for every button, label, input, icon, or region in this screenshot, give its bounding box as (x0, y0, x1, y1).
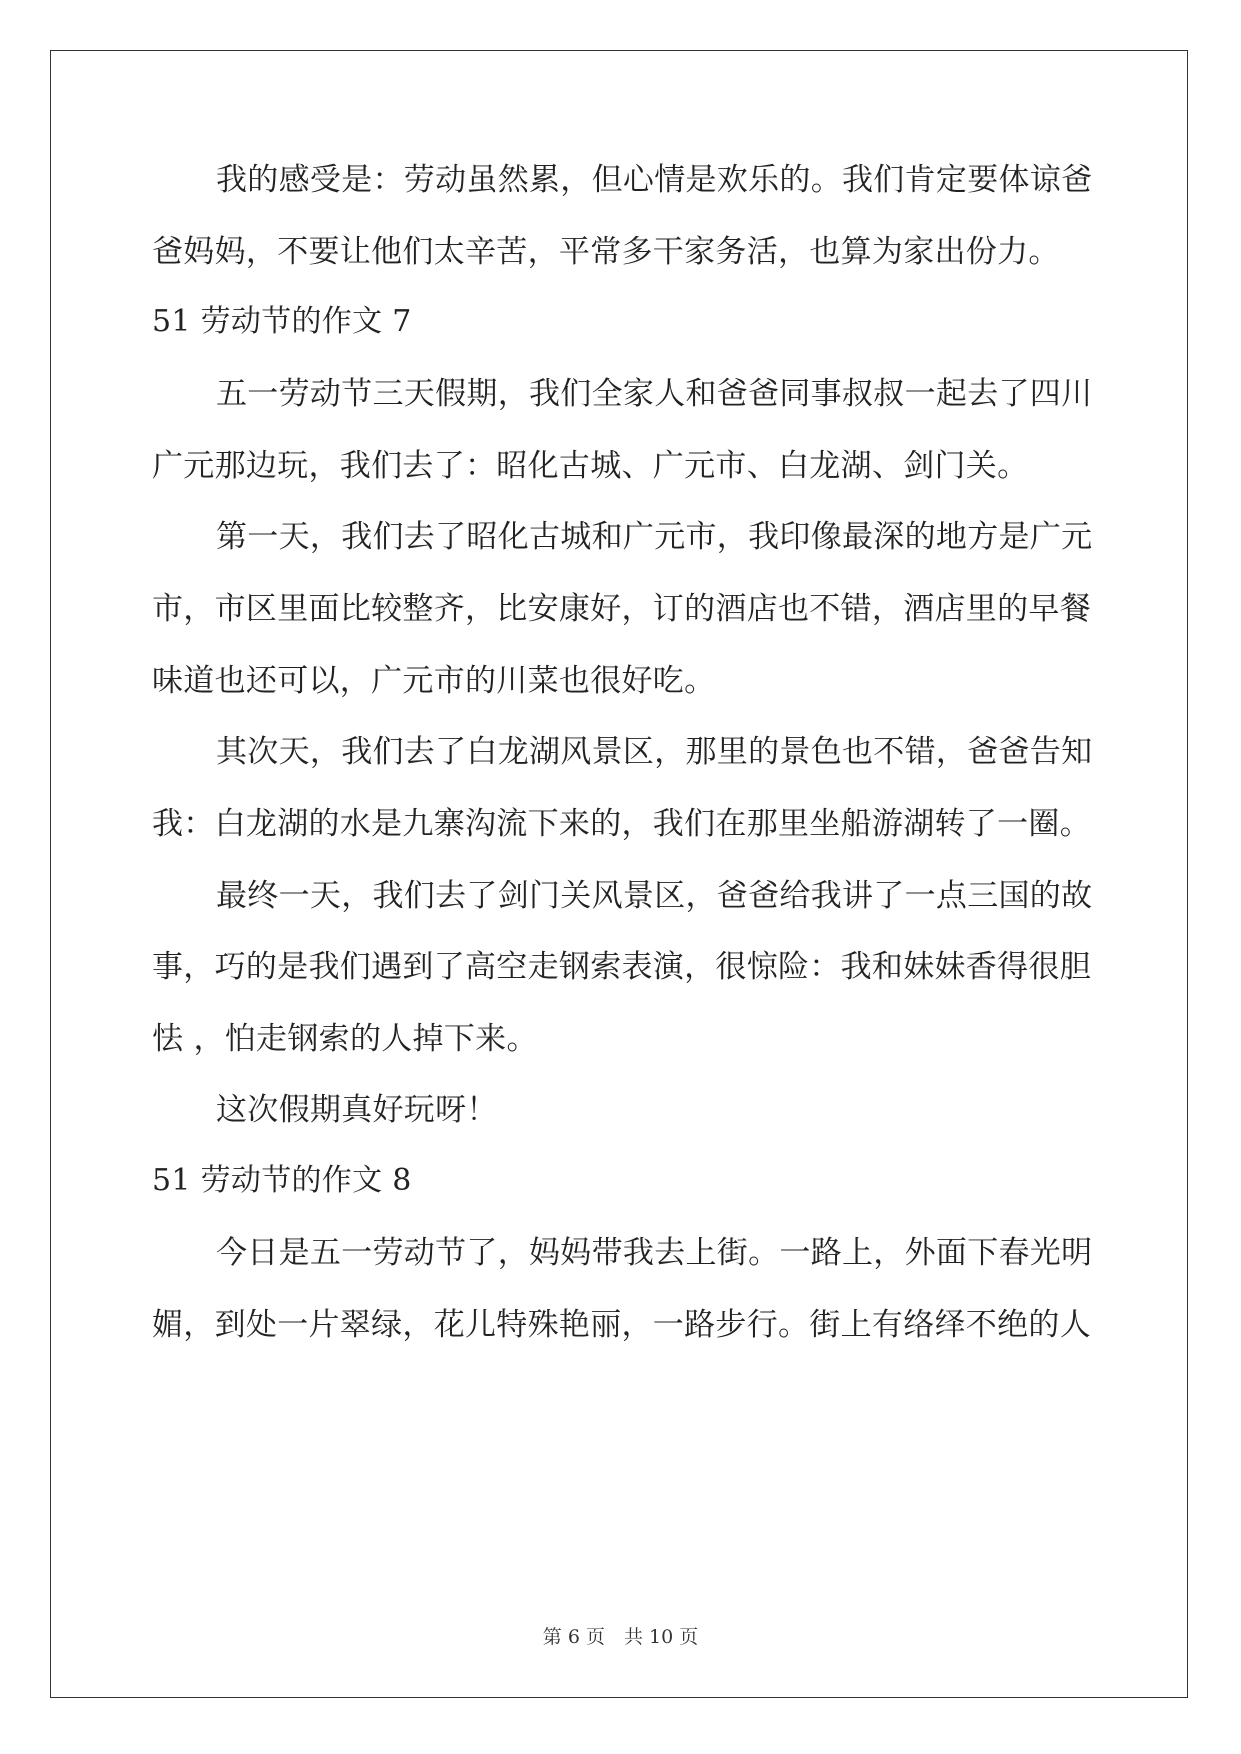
section-heading: 51 劳动节的作文 7 (152, 304, 412, 339)
page-border (50, 50, 1188, 1698)
text-line: 五一劳动节三天假期，我们全家人和爸爸同事叔叔一起去了四川 (216, 376, 1093, 412)
text-line: 其次天，我们去了白龙湖风景区，那里的景色也不错，爸爸告知 (216, 734, 1093, 770)
page-number-footer: 第 6 页 共 10 页 (542, 1626, 699, 1648)
text-line: 爸妈妈，不要让他们太辛苦，平常多干家务活，也算为家出份力。 (152, 234, 1060, 270)
text-line: 最终一天，我们去了剑门关风景区，爸爸给我讲了一点三国的故 (216, 878, 1093, 914)
text-line: 怯 ，怕走钢索的人掉下来。 (152, 1021, 538, 1057)
section-heading: 51 劳动节的作文 8 (152, 1163, 412, 1198)
text-line: 这次假期真好玩呀！ (216, 1092, 498, 1128)
text-line: 媚，到处一片翠绿，花儿特殊艳丽，一路步行。街上有络绎不绝的人 (152, 1307, 1091, 1343)
text-line: 我：白龙湖的水是九寨沟流下来的，我们在那里坐船游湖转了一圈。 (152, 806, 1091, 842)
text-line: 第一天，我们去了昭化古城和广元市，我印像最深的地方是广元 (216, 519, 1093, 555)
text-line: 今日是五一劳动节了，妈妈带我去上街。一路上，外面下春光明 (216, 1235, 1093, 1271)
text-line: 事，巧的是我们遇到了高空走钢索表演，很惊险：我和妹妹香得很胆 (152, 949, 1091, 985)
text-line: 我的感受是：劳动虽然累，但心情是欢乐的。我们肯定要体谅爸 (216, 162, 1093, 198)
text-line: 味道也还可以，广元市的川菜也很好吃。 (152, 663, 716, 699)
text-line: 广元那边玩，我们去了：昭化古城、广元市、白龙湖、剑门关。 (152, 448, 1029, 484)
text-line: 市，市区里面比较整齐，比安康好，订的酒店也不错，酒店里的早餐 (152, 591, 1091, 627)
